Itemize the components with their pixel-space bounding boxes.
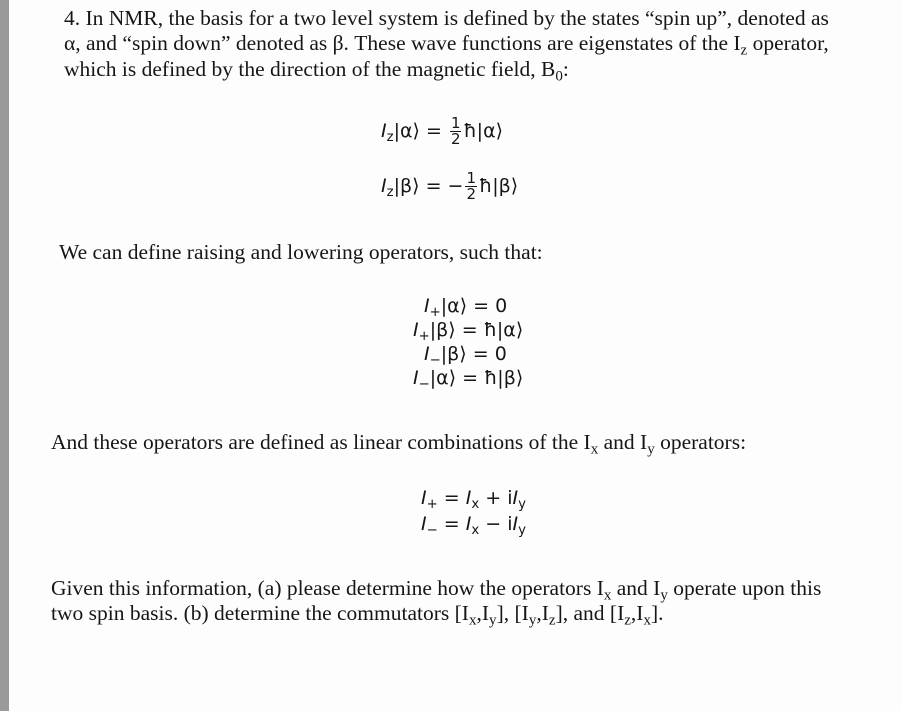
fraction-half bbox=[465, 171, 477, 202]
fraction-half bbox=[450, 116, 462, 147]
question-line-2-text: two spin basis. (b) determine the commutators [I bbox=[51, 601, 469, 625]
combination-intro-mid: and I bbox=[598, 430, 648, 454]
subscript: x bbox=[603, 587, 612, 604]
eq-text: |α⟩ = ħ|β⟩ bbox=[429, 367, 524, 389]
problem-line-2-text: α, and “spin down” denoted as β. These wave functions are eigenstates of the I bbox=[64, 31, 741, 55]
fraction-denominator: 2 bbox=[466, 185, 476, 203]
subscript: y bbox=[489, 612, 497, 629]
page-edge bbox=[0, 0, 9, 711]
subscript: x bbox=[468, 612, 477, 629]
equation-iminus-beta: $I_-|\beta⟩ = 0$ bbox=[424, 343, 507, 368]
fraction-numerator: 1 bbox=[466, 169, 476, 187]
subscript: z bbox=[740, 42, 748, 59]
problem-line-3-end: : bbox=[562, 57, 569, 81]
commutator-part: ,I bbox=[536, 601, 549, 625]
equation-iplus-beta: $I_+|\beta⟩$ = ħ|α⟩ bbox=[413, 319, 524, 344]
equation-iz-beta: $I_z|\beta⟩$ = − $\frac{1}{2}$ ħ|β⟩ bbox=[381, 169, 519, 203]
combination-intro bbox=[51, 430, 747, 458]
subscript: z bbox=[548, 612, 556, 629]
commutator-part: ,I bbox=[630, 601, 644, 625]
eq-rhs: ħ|α⟩ bbox=[463, 120, 504, 142]
fraction-denominator: 2 bbox=[450, 130, 461, 148]
equation-iplus-alpha: $I_+|\alpha⟩ = 0$ bbox=[424, 295, 508, 320]
question-line-1-text: Given this information, (a) please determine how the operators I bbox=[51, 576, 604, 600]
equation-iminus-def: $I_- = I_x - iI_y$ bbox=[421, 513, 527, 538]
subscript: y bbox=[660, 587, 668, 604]
equation-iminus-alpha: $I_-|\alpha⟩$ = ħ|β⟩ bbox=[413, 367, 524, 392]
combination-intro-text: And these operators are defined as linear combinations of the I bbox=[51, 430, 591, 454]
eq-rhs: ħ|β⟩ bbox=[479, 175, 519, 197]
subscript: x bbox=[643, 612, 651, 629]
equation-iplus-def: $I_+ = I_x + iI_y$ bbox=[421, 487, 527, 512]
eq-lhs: |β⟩ = − bbox=[393, 175, 464, 197]
eq-text: + i bbox=[479, 487, 513, 509]
eq-text: |β⟩ = 0 bbox=[440, 343, 507, 365]
raising-intro bbox=[59, 240, 543, 264]
document-page bbox=[9, 0, 902, 711]
combination-intro-end: operators: bbox=[654, 430, 747, 454]
eq-lhs: |α⟩ = bbox=[393, 120, 448, 142]
question-line-1-end: operate upon this bbox=[667, 576, 822, 600]
eq-text: |α⟩ = 0 bbox=[440, 295, 508, 317]
subscript: y bbox=[528, 612, 537, 629]
subscript: x bbox=[590, 441, 599, 458]
eq-text: |β⟩ = ħ|α⟩ bbox=[429, 319, 524, 341]
eq-text: − i bbox=[479, 513, 513, 535]
commutator-part: ]. bbox=[651, 601, 664, 625]
commutator-part: ,I bbox=[476, 601, 490, 625]
subscript: z bbox=[624, 612, 631, 629]
problem-line-3 bbox=[64, 57, 569, 85]
commutator-part: ], [I bbox=[496, 601, 529, 625]
problem-line-3-text: which is defined by the direction of the magnetic field, B bbox=[64, 57, 556, 81]
raising-intro-text: We can define raising and lowering operators, such that: bbox=[59, 240, 543, 264]
equation-iz-alpha: $I_z|\alpha⟩$ = $\frac{1}{2}$ ħ|α⟩ bbox=[381, 114, 504, 148]
question-line-2 bbox=[51, 601, 664, 629]
problem-line-1-text: 4. In NMR, the basis for a two level system is defined by the states “spin up”, denoted as bbox=[64, 6, 829, 30]
subscript: 0 bbox=[555, 68, 563, 85]
subscript: y bbox=[647, 441, 655, 458]
problem-line-2-end: operator, bbox=[747, 31, 829, 55]
problem-line-1 bbox=[64, 6, 829, 30]
question-line-1 bbox=[51, 576, 822, 604]
question-line-1-mid: and I bbox=[611, 576, 661, 600]
fraction-numerator: 1 bbox=[450, 114, 461, 132]
problem-line-2 bbox=[64, 31, 829, 59]
commutator-part: ], and [I bbox=[555, 601, 625, 625]
